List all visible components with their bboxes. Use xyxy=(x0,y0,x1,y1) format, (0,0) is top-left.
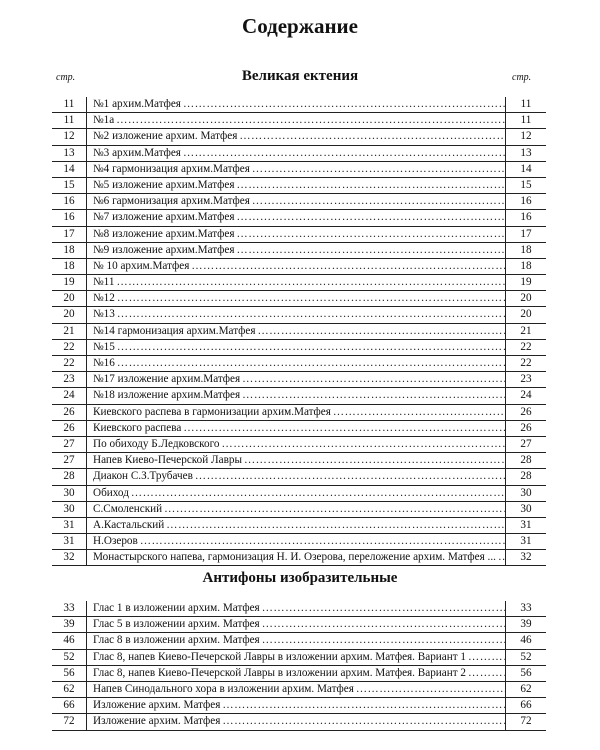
toc-row xyxy=(52,388,546,404)
toc-page-left: 14 xyxy=(63,162,75,175)
toc-entry-title: № 10 архим.Матфея …………………………………………………………………………………………………………………………………………………………………………… xyxy=(86,259,505,274)
toc-page-right: 23 xyxy=(505,372,546,387)
toc-row xyxy=(52,113,546,129)
toc-entry-title: №1 архим.Матфея …………………………………………………………………………………………………………………………………………………………………………… xyxy=(86,97,505,112)
toc-entry-title: А.Кастальский …………………………………………………………………………………………………………………………………………………………………………… xyxy=(86,518,505,533)
toc-entry-title: №7 изложение архим.Матфея …………………………………………………………………………………………………………………………………………………………………………… xyxy=(86,210,505,225)
toc-entry-title: №5 изложение архим.Матфея …………………………………………………………………………………………………………………………………………………………………………… xyxy=(86,178,505,193)
toc-page-left: 30 xyxy=(63,502,75,515)
toc-page-right: 18 xyxy=(505,243,546,258)
toc-section-litany xyxy=(52,97,546,566)
toc-row xyxy=(52,421,546,437)
toc-row xyxy=(52,453,546,469)
toc-page-left: 11 xyxy=(63,98,75,110)
toc-row xyxy=(52,698,546,714)
toc-entry-title: Монастырского напева, гармонизация Н. И. Озерова, переложение архим. Матфея ... …………………………………………………………………………………………………………………………………………………………………………… xyxy=(86,550,505,565)
toc-page-right: 28 xyxy=(505,469,546,484)
toc-page-right: 17 xyxy=(505,227,546,242)
toc-page-right: 16 xyxy=(505,194,546,209)
toc-page-left: 16 xyxy=(63,211,75,224)
toc-page-left: 39 xyxy=(63,618,75,631)
toc-entry-title: №17 изложение архим.Матфея …………………………………………………………………………………………………………………………………………………………………………… xyxy=(86,372,505,387)
toc-page-right: 33 xyxy=(505,601,546,616)
toc-page-right: 22 xyxy=(505,356,546,371)
toc-row xyxy=(52,324,546,340)
toc-entry-title: №4 гармонизация архим.Матфея …………………………………………………………………………………………………………………………………………………………………………… xyxy=(86,162,505,177)
toc-section-antiphons xyxy=(52,601,546,731)
toc-page-left: 20 xyxy=(63,308,75,321)
toc-page-left: 66 xyxy=(63,699,75,712)
toc-row xyxy=(52,210,546,226)
toc-row xyxy=(52,601,546,617)
toc-page-right: 19 xyxy=(505,275,546,290)
toc-page-right: 14 xyxy=(505,162,546,177)
toc-page-left: 20 xyxy=(63,292,75,305)
toc-entry-title: №12 …………………………………………………………………………………………………………………………………………………………………………… xyxy=(86,291,505,306)
toc-entry-title: №1а …………………………………………………………………………………………………………………………………………………………………………… xyxy=(86,113,505,128)
toc-entry-title: №14 гармонизация архим.Матфея …………………………………………………………………………………………………………………………………………………………………………… xyxy=(86,324,505,339)
toc-page-right: 20 xyxy=(505,307,546,322)
toc-page-left: 30 xyxy=(63,486,75,499)
toc-page-left: 27 xyxy=(63,454,75,467)
toc-entry-title: Глас 1 в изложении архим. Матфея …………………………………………………………………………………………………………………………………………………………………………… xyxy=(86,601,505,616)
toc-page-right: 26 xyxy=(505,405,546,420)
toc-row xyxy=(52,486,546,502)
toc-page-right: 30 xyxy=(505,486,546,501)
toc-entry-title: Н.Озеров …………………………………………………………………………………………………………………………………………………………………………… xyxy=(86,534,505,549)
toc-row xyxy=(52,633,546,649)
toc-row xyxy=(52,617,546,633)
toc-page-left: 27 xyxy=(63,437,75,450)
toc-page-left: 18 xyxy=(63,243,75,256)
toc-entry-title: Изложение архим. Матфея …………………………………………………………………………………………………………………………………………………………………………… xyxy=(86,698,505,713)
toc-entry-title: №16 …………………………………………………………………………………………………………………………………………………………………………… xyxy=(86,356,505,371)
toc-entry-title: Напев Киево-Печерской Лавры …………………………………………………………………………………………………………………………………………………………………………… xyxy=(86,453,505,468)
page-column-label-left: стр. xyxy=(56,72,76,83)
toc-row xyxy=(52,162,546,178)
toc-entry-title: №18 изложение архим.Матфея …………………………………………………………………………………………………………………………………………………………………………… xyxy=(86,388,505,403)
toc-page-left: 31 xyxy=(63,518,75,531)
toc-page-right: 52 xyxy=(505,650,546,665)
toc-page-left: 24 xyxy=(63,389,75,402)
toc-page-left: 19 xyxy=(63,276,75,289)
toc-page-right: 46 xyxy=(505,633,546,648)
toc-page-right: 26 xyxy=(505,421,546,436)
toc-page-left: 18 xyxy=(63,259,75,272)
toc-row xyxy=(52,178,546,194)
toc-entry-title: Изложение архим. Матфея …………………………………………………………………………………………………………………………………………………………………………… xyxy=(86,714,505,729)
toc-entry-title: Киевского распева в гармонизации архим.Матфея …………………………………………………………………………………………………………………………………………………………………………… xyxy=(86,405,505,420)
toc-page-left: 72 xyxy=(63,715,75,728)
toc-page-right: 12 xyxy=(505,129,546,144)
toc-page-right: 66 xyxy=(505,698,546,713)
toc-entry-title: Глас 8 в изложении архим. Матфея …………………………………………………………………………………………………………………………………………………………………………… xyxy=(86,633,505,648)
toc-row xyxy=(52,372,546,388)
toc-entry-title: Напев Синодального хора в изложении архим. Матфея …………………………………………………………………………………………………………………………………………………………………………… xyxy=(86,682,505,697)
toc-page-left: 56 xyxy=(63,666,75,679)
toc-page-right: 62 xyxy=(505,682,546,697)
toc-page-left: 12 xyxy=(63,130,75,143)
toc-page-left: 31 xyxy=(63,535,75,548)
toc-entry-title: №6 гармонизация архим.Матфея …………………………………………………………………………………………………………………………………………………………………………… xyxy=(86,194,505,209)
toc-page-left: 26 xyxy=(63,421,75,434)
toc-row xyxy=(52,243,546,259)
toc-page-left: 33 xyxy=(63,602,75,614)
toc-page-right: 27 xyxy=(505,437,546,452)
toc-row xyxy=(52,227,546,243)
toc-row xyxy=(52,550,546,566)
toc-entry-title: Обиход …………………………………………………………………………………………………………………………………………………………………………… xyxy=(86,486,505,501)
toc-row xyxy=(52,650,546,666)
toc-row xyxy=(52,194,546,210)
toc-entry-title: Киевского распева …………………………………………………………………………………………………………………………………………………………………………… xyxy=(86,421,505,436)
toc-entry-title: №2 изложение архим. Матфея …………………………………………………………………………………………………………………………………………………………………………… xyxy=(86,129,505,144)
toc-entry-title: №8 изложение архим.Матфея …………………………………………………………………………………………………………………………………………………………………………… xyxy=(86,227,505,242)
toc-entry-title: №11 …………………………………………………………………………………………………………………………………………………………………………… xyxy=(86,275,505,290)
toc-page-left: 28 xyxy=(63,470,75,483)
toc-page-right: 18 xyxy=(505,259,546,274)
toc-row xyxy=(52,307,546,323)
toc-page-left: 26 xyxy=(63,405,75,418)
toc-page-left: 15 xyxy=(63,178,75,191)
toc-entry-title: Глас 8, напев Киево-Печерской Лавры в изложении архим. Матфея. Вариант 1 …………………………………………………………………………………………………………………………………………………………………………… xyxy=(86,650,505,665)
toc-page-right: 15 xyxy=(505,178,546,193)
toc-page-right: 31 xyxy=(505,518,546,533)
toc-page-right: 11 xyxy=(505,113,546,128)
page-column-label-right: стр. xyxy=(512,72,532,83)
toc-page-left: 22 xyxy=(63,340,75,353)
toc-page-left: 22 xyxy=(63,357,75,369)
toc-row xyxy=(52,275,546,291)
toc-row xyxy=(52,666,546,682)
toc-row xyxy=(52,259,546,275)
toc-page-right: 21 xyxy=(505,324,546,339)
toc-row xyxy=(52,405,546,421)
toc-entry-title: №9 изложение архим.Матфея …………………………………………………………………………………………………………………………………………………………………………… xyxy=(86,243,505,258)
toc-page-right: 13 xyxy=(505,146,546,161)
toc-row xyxy=(52,534,546,550)
toc-row xyxy=(52,682,546,698)
toc-page-right: 39 xyxy=(505,617,546,632)
toc-page-left: 52 xyxy=(63,650,75,663)
toc-row xyxy=(52,291,546,307)
toc-row xyxy=(52,340,546,356)
toc-entry-title: Диакон С.З.Трубачев …………………………………………………………………………………………………………………………………………………………………………… xyxy=(86,469,505,484)
toc-page-left: 23 xyxy=(63,373,75,386)
toc-page-left: 46 xyxy=(63,634,75,647)
toc-page-right: 11 xyxy=(505,97,546,112)
toc-entry-title: Глас 8, напев Киево-Печерской Лавры в изложении архим. Матфея. Вариант 2 …………………………………………………………………………………………………………………………………………………………………………… xyxy=(86,666,505,681)
toc-page-left: 62 xyxy=(63,682,75,695)
page-title: Содержание xyxy=(242,14,358,38)
toc-entry-title: С.Смоленский …………………………………………………………………………………………………………………………………………………………………………… xyxy=(86,502,505,517)
toc-page-right: 16 xyxy=(505,210,546,225)
toc-page-left: 21 xyxy=(63,324,75,337)
toc-entry-title: №15 …………………………………………………………………………………………………………………………………………………………………………… xyxy=(86,340,505,355)
toc-page-right: 31 xyxy=(505,534,546,549)
toc-page-left: 13 xyxy=(63,146,75,159)
toc-row xyxy=(52,356,546,372)
toc-page-right: 22 xyxy=(505,340,546,355)
toc-page-left: 16 xyxy=(63,195,75,208)
toc-row xyxy=(52,502,546,518)
toc-page-right: 28 xyxy=(505,453,546,468)
section-title-antiphons: Антифоны изобразительные xyxy=(202,570,398,586)
toc-page-right: 20 xyxy=(505,291,546,306)
toc-row xyxy=(52,518,546,534)
toc-page-right: 56 xyxy=(505,666,546,681)
toc-page-right: 30 xyxy=(505,502,546,517)
toc-page-left: 32 xyxy=(63,551,75,564)
toc-entry-title: №13 …………………………………………………………………………………………………………………………………………………………………………… xyxy=(86,307,505,322)
toc-entry-title: Глас 5 в изложении архим. Матфея …………………………………………………………………………………………………………………………………………………………………………… xyxy=(86,617,505,632)
toc-page-left: 17 xyxy=(63,227,75,240)
toc-page-left: 11 xyxy=(63,114,75,127)
toc-page-right: 72 xyxy=(505,714,546,729)
toc-row xyxy=(52,469,546,485)
toc-row xyxy=(52,146,546,162)
toc-row xyxy=(52,129,546,145)
toc-entry-title: По обиходу Б.Ледковского …………………………………………………………………………………………………………………………………………………………………………… xyxy=(86,437,505,452)
toc-row xyxy=(52,437,546,453)
toc-page-right: 32 xyxy=(505,550,546,565)
section-title-litany: Великая ектения xyxy=(241,68,359,84)
toc-row xyxy=(52,714,546,730)
toc-entry-title: №3 архим.Матфея …………………………………………………………………………………………………………………………………………………………………………… xyxy=(86,146,505,161)
toc-page-right: 24 xyxy=(505,388,546,403)
toc-row xyxy=(52,97,546,113)
